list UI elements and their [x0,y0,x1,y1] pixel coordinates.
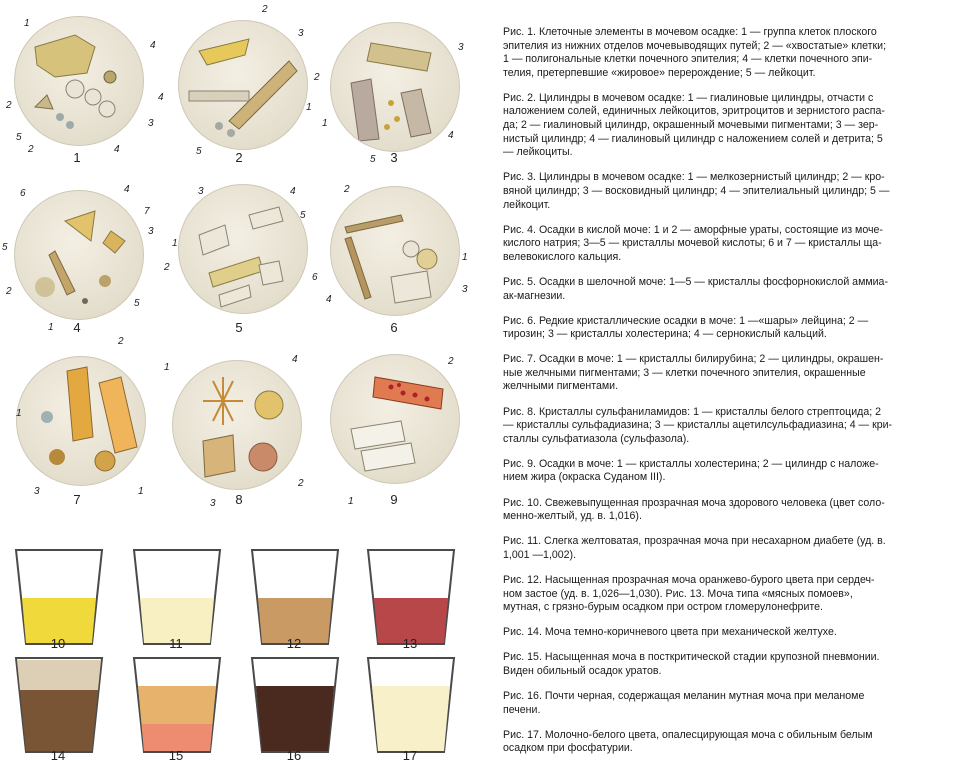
callout-label: 1 [172,238,178,249]
cup-number: 16 [286,748,302,763]
callout-label: 2 [298,478,304,489]
micrograph-number: 6 [390,320,398,335]
caption-fig-9: Рис. 9. Осадки в моче: 1 — кристаллы холестерина; 2 — цилиндр с наложе- нием жира (окраска Суданом III). [503,457,879,484]
callout-label: 7 [144,206,150,217]
micrograph-4 [14,190,144,320]
cup-number: 12 [286,636,302,651]
callout-label: 1 [306,102,312,113]
callout-label: 5 [2,242,8,253]
cup-number: 14 [50,748,66,763]
callout-label: 2 [314,72,320,83]
urine-cup-11 [132,548,222,648]
callout-label: 1 [348,496,354,507]
callout-label: 4 [290,186,296,197]
callout-label: 5 [134,298,140,309]
caption-fig-15: Рис. 15. Насыщенная моча в посткритической стадии крупозной пневмонии. Виден обильный осадок уратов. [503,651,880,677]
micrograph-7 [16,356,146,486]
callout-label: 4 [150,40,156,51]
callout-label: 2 [344,184,350,195]
cup-number: 13 [402,636,418,651]
callout-label: 6 [20,188,26,199]
urine-cup-12 [250,548,340,648]
micrograph-5 [178,184,308,314]
callout-label: 5 [300,210,306,221]
caption-fig-1: Рис. 1. Клеточные элементы в мочевом осадке: 1 — группа клеток плоского эпителия из нижних отделов мочевыводящих путей; 2 — «хвостатые» клетки; 1 — полигональные клетки почечного эпителия; 4 — клетки почечного эпи- телия, претерпевшие «жировое» перерождение; 5 — лейкоцит. [503,26,887,79]
callout-label: 2 [28,144,34,155]
callout-label: 2 [164,262,170,273]
callout-label: 2 [118,336,124,347]
caption-fig-3: Рис. 3. Цилиндры в мочевом осадке: 1 — мелкозернистый цилиндр; 2 — кро- вяной цилиндр; 3 — восковидный цилиндр; 4 — эпителиальный цилиндр; 5 — лейкоцит. [503,171,890,211]
micrograph-number: 3 [390,150,398,165]
callout-label: 2 [6,100,12,111]
micrograph-number: 1 [73,150,81,165]
callout-label: 1 [322,118,328,129]
caption-fig-5: Рис. 5. Осадки в шелочной моче: 1—5 — кристаллы фосфорнокислой аммиа- ак-магнезии. [503,275,888,302]
callout-label: 5 [16,132,22,143]
callout-label: 1 [138,486,144,497]
micrograph-6 [330,186,460,316]
urine-cup-17 [366,656,456,756]
callout-label: 3 [210,498,216,509]
cup-number: 17 [402,748,418,763]
callout-label: 1 [48,322,54,333]
callout-label: 3 [34,486,40,497]
callout-label: 5 [196,146,202,157]
urine-cup-14 [14,656,104,756]
callout-label: 1 [462,252,468,263]
callout-label: 5 [370,154,376,165]
caption-fig-17: Рис. 17. Молочно-белого цвета, опалесцирующая моча с обильным белым осадком при фосфатурии. [503,728,873,755]
caption-fig-4: Рис. 4. Осадки в кислой моче: 1 и 2 — аморфные ураты, состоящие из моче- кислого натрия; 3—5 — кристаллы мочевой кислоты; 6 и 7 — кристаллы ща- велевокислого кальция. [503,223,883,263]
callout-label: 3 [148,118,154,129]
callout-label: 2 [448,356,454,367]
callout-label: 4 [158,92,164,103]
micrograph-number: 9 [390,492,398,507]
caption-fig-6: Рис. 6. Редкие кристаллические осадки в моче: 1 —«шары» лейцина; 2 — тирозин; 3 — кристаллы холестерина; 4 — сернокислый кальций. [503,314,869,341]
micrograph-number: 2 [235,150,243,165]
cup-number: 10 [50,636,66,651]
caption-fig-8: Рис. 8. Кристаллы сульфаниламидов: 1 — кристаллы белого стрептоцида; 2 — кристаллы сульфадиазина; 3 — кристаллы ацетилсульфадиазина; 4 — кри- сталлы сульфатиазола (сульфазола). [503,405,893,445]
callout-label: 4 [448,130,454,141]
callout-label: 4 [292,354,298,365]
callout-label: 3 [148,226,154,237]
callout-label: 3 [462,284,468,295]
micrograph-9 [330,354,460,484]
callout-label: 2 [262,4,268,15]
urine-cup-16 [250,656,340,756]
callout-label: 1 [164,362,170,373]
callout-label: 3 [198,186,204,197]
micrograph-number: 7 [73,492,81,507]
micrograph-number: 5 [235,320,243,335]
caption-fig-7: Рис. 7. Осадки в моче: 1 — кристаллы билирубина; 2 — цилиндры, окрашен- ные желчными пигментами; 3 — клетки почечного эпителия, окрашенные желчными пигментами. [503,353,884,393]
caption-fig-2: Рис. 2. Цилиндры в мочевом осадке: 1 — гиалиновые цилиндры, отчасти с наложением солей, единичных лейкоцитов, эритроцитов и зернистого распа- да; 2 — гиалиновый цилиндр, окрашенный мочевыми пигментами; 3 — зер- нистый цилиндр; 4 — гиалиновый цилиндр с наложением солей и детрита; 5 — лейкоциты. [503,91,885,159]
micrograph-number: 4 [73,320,81,335]
callout-label: 2 [6,286,12,297]
callout-label: 3 [458,42,464,53]
caption-fig-11: Рис. 11. Слегка желтоватая, прозрачная моча при несахарном диабете (уд. в. 1,001 —1,002). [503,535,886,561]
urine-fill [256,686,334,751]
callout-label: 4 [114,144,120,155]
callout-label: 6 [312,272,318,283]
callout-label: 1 [16,408,22,419]
caption-fig-16: Рис. 16. Почти черная, содержащая меланин мутная моча при меланоме печени. [503,689,865,716]
caption-list [503,26,943,767]
callout-label: 4 [124,184,130,195]
cup-number: 11 [169,636,183,651]
micrograph-8 [172,360,302,490]
urine-cup-15 [132,656,222,756]
callout-label: 1 [24,18,30,29]
urine-cup-13 [366,548,456,648]
urine-cup-10 [14,548,104,648]
cup-number: 15 [168,748,184,763]
caption-fig-12-13: Рис. 12. Насыщенная прозрачная моча оранжево-бурого цвета при сердеч- ном застое (уд. в. 1,026—1,030). Рис. 13. Моча типа «мясных помоев», мутная, с грязно-бурым осадком при остром гломерулонефрите. [503,573,875,614]
micrograph-2 [178,20,308,150]
micrograph-number: 8 [235,492,243,507]
callout-label: 3 [298,28,304,39]
caption-fig-10: Рис. 10. Свежевыпущенная прозрачная моча здорового человека (цвет соло- менно-желтый, уд. в. 1,016). [503,496,885,523]
urine-fill [372,686,450,751]
caption-fig-14: Рис. 14. Моча темно-коричневого цвета при механической желтухе. [503,626,837,639]
micrograph-1 [14,16,144,146]
callout-label: 4 [326,294,332,305]
micrograph-3 [330,22,460,152]
